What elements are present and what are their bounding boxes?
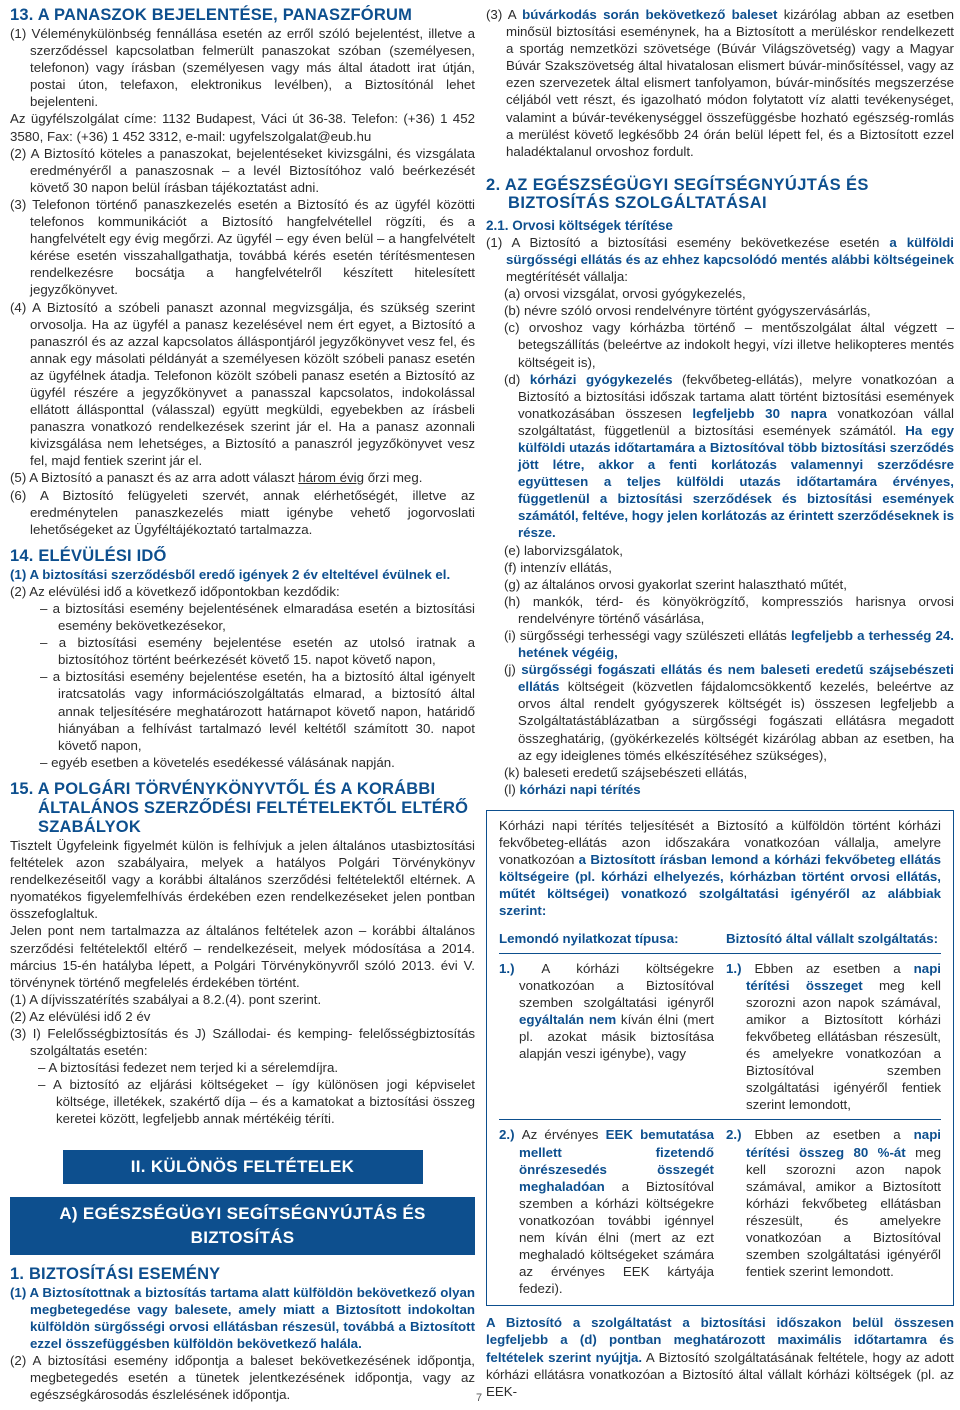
- p3-lead: (3) A: [486, 7, 523, 22]
- row2-waiver-text: Az érvényes: [521, 1127, 606, 1143]
- s13-p5-text-a: (5) A Biztosító a panaszt és az arra adott választ: [10, 470, 299, 486]
- item-d: [486, 371, 954, 542]
- p3-rest: kizárólag abban az esetben minősül biztosítási eseménynek, ha a Biztosított a merüléskor rendelkezett a sportág nemzetközi szövetsége (Búvár Világszövetség) vagy a Magyar Búvár Szakszövetség által hivatalosan elismert búvár-minősítéssel, vagy az ezen szervezetek által elismert tanfolyamon, búvár-minősítés megszerzése céljából vett részt, és igazolható módon folytatott víz alatti tevékenységet, valamint a búvár-tevékenységgel összefüggésbe hozható egészség-romlás a merülést követő legkésőbb 24 órán belül lépett fel, és a Biztosított ezzel haladéktalanul orvoshoz fordult.: [506, 7, 955, 159]
- item-k: (k) baleseti eredetű szájsebészeti ellátás,: [504, 764, 748, 780]
- s15-paragraph-2: Jelen pont nem tartalmazza az általános feltételek azon – korábbi általános szerződési feltételektől eltérő – rendelkezéseit, melyek módosítása a 2014. március 15-én hatályba lépett, a Polgári Törvénykönyvről szóló 2013. évi V. törvénynek történő megfelelés érdekében történt.: [10, 923, 475, 990]
- row1-waiver-text2: kíván élni (mert pl. azokat másik biztosítása alapján veszi igénybe), vagy: [519, 1011, 714, 1062]
- banner-health-assistance: A) EGÉSZSÉGÜGYI SEGÍTSÉGNYÚJTÁS ÉS BIZTOSÍTÁS: [10, 1197, 475, 1255]
- item-d-text2: vonatkozóan vállal szolgáltatást, függetlenül a biztosítási események számától.: [518, 405, 954, 438]
- row2-service-bold: napi térítési összeg 80 %-át: [746, 1127, 942, 1160]
- s21-p1-c: megtérítését vállalja:: [506, 269, 628, 285]
- row1-waiver-text: A kórházi költségekre vonatkozóan a Biztosítóval szemben szolgáltatási igényről: [519, 960, 714, 1010]
- item-d-bold2: Ha egy külföldi utazás időtartamára a Biztosítóval több biztosítási szerződés jött létre, akkor a fenti korlátozás valamennyi szerződésre együttesen a teljes külföldi utazás időtartamára érvényes, függetlenül a biztosítási szerződések és biztosítási események számától, feltéve, hogy jelen korlátozás az érintett szerződéseknek is része.: [518, 422, 955, 541]
- item-i-text: (i) sürgősségi terhességi vagy szülészeti ellátás: [504, 628, 791, 643]
- section-1-title: 1. BIZTOSÍTÁSI ESEMÉNY: [10, 1264, 221, 1283]
- row1-service-text2: meg kell szorozni azon napok számával, amikor a Biztosított kórházi fekvőbeteg ellátásban részesült, és amelyekre vonatkozóan a Biztosítóval szemben szolgáltatási igényéről fentiek szerint lemondott,: [746, 977, 941, 1113]
- section-13-title: 13. A PANASZOK BEJELENTÉSE, PANASZFÓRUM: [10, 6, 413, 24]
- item-i: [486, 627, 954, 661]
- box-intro-text: Kórházi napi térítés teljesítését a Biztosító a külföldön történt kórházi fekvőbeteg-ellátás azon időszakára vonatkozóan vállalja, amelyre vonatkozóan: [499, 817, 941, 868]
- item-d-lead: (d): [504, 371, 530, 387]
- final-paragraph: [486, 1314, 954, 1399]
- box-table-header: [499, 930, 941, 947]
- s15-dash-1: – A biztosítási fedezet nem terjed ki a sérelemdíjra.: [38, 1060, 339, 1076]
- item-d-text: (fekvőbeteg-ellátás), melyre vonatkozóan a Biztosító a biztosítási időszak tartama alatt történt biztosítási események vonatkozásában összesen: [518, 371, 954, 421]
- item-l-lead: (l): [504, 781, 520, 797]
- section-14-title: 14. ELÉVÜLÉSI IDŐ: [10, 546, 167, 565]
- item-j: [486, 661, 954, 764]
- s14-dash-2: – a biztosítási esemény bejelentése esetén az utolsó iratnak a biztosítóhoz történt beérkezését követő 15. napot követő napon,: [40, 635, 475, 668]
- table-divider: [499, 953, 941, 954]
- banner-special-conditions: II. KÜLÖNÖS FELTÉTELEK: [63, 1150, 423, 1184]
- s14-paragraph-2: (2) Az elévülési idő a következő időpontokban kezdődik:: [10, 583, 340, 599]
- table-row-2: [499, 1126, 941, 1297]
- box-intro: [499, 817, 941, 920]
- row2-waiver-num: 2.): [499, 1127, 522, 1143]
- table-header-waiver-type: Lemondó nyilatkozat típusa:: [499, 930, 679, 946]
- item-f: (f) intenzív ellátás,: [504, 559, 612, 575]
- row1-waiver-num: 1.): [499, 960, 542, 976]
- s13-paragraph-3: (3) Telefonon történő panaszkezelés esetén a Biztosító és az ügyfél közötti telefonos kommunikációt a Biztosító hangfelvétellel rögzíti, és a hangfelvételt egy évig megőrzi. Az ügyfél – egy éven belül – a hangfelvételt kérése esetén visszahallgathatja, továbbá kérés esetén térítésmentesen rendelkezésre bocsátja a hangfelvételről készített hitelesített jegyzőkönyvet.: [10, 196, 475, 298]
- row1-waiver: [499, 960, 714, 1114]
- item-c: (c) orvoshoz vagy kórházba történő – mentőszolgálat által végzett – betegszállítás (beleértve az indokolt hegyi, vízi illetve helikopteres mentés költségeit is),: [504, 320, 954, 370]
- item-a: (a) orvosi vizsgálat, orvosi gyógykezelés,: [504, 286, 746, 302]
- section-2-1-title: 2.1. Orvosi költségek térítése: [486, 217, 673, 233]
- s15-paragraph-1: Tisztelt Ügyfeleink figyelmét külön is felhívjuk a jelen általános utasbiztosítási feltételek azon szabályaira, melyek a hatályos Polgári Törvénykönyv rendelkezéseitől vagy a korábbi általános szerződési feltételektől eltérnek. A nyomatékos figyelemfelhívás érdekében ezen rendelkezéseket jelen pontban összefoglaltuk.: [10, 837, 475, 922]
- item-i-bold: legfeljebb a terhesség 24. hetének végéig,: [518, 628, 954, 661]
- s13-paragraph-6: (6) A Biztosító felügyeleti szervét, annak elérhetőségét, illetve az eredménytelen panaszkezelés miatt igénybe vehető jogorvoslati lehetőségeket az Ügyféltájékoztató tartalmazza.: [10, 487, 475, 537]
- row2-service: [726, 1126, 941, 1297]
- row2-waiver-text2: a Biztosítóval szemben a kórházi költségekre vonatkozóan további igénnyel nem kíván élni (mert az ezt meghaladó költségeket számára az érvényes EEK kártyája fedezi).: [519, 1178, 714, 1297]
- s1-paragraph-3: [486, 6, 954, 160]
- s21-p1-bold: a külföldi sürgősségi ellátás és az ehhez kapcsolódó mentés alábbi költségeinek: [506, 234, 954, 267]
- row1-service-text: Ebben az esetben a: [754, 960, 914, 976]
- p3-bold: búvárkodás során bekövetkező baleset: [522, 7, 778, 22]
- s13-paragraph-2: (2) A Biztosító köteles a panaszokat, bejelentéseket kivizsgálni, és vizsgálata eredményéről a panaszosnak – a levél Biztosítóhoz való beérkezését követő 30 napon belül írásban tájékoztatást adni.: [10, 145, 475, 195]
- table-divider-2: [499, 1119, 941, 1120]
- s15-list-1: (1) A díjvisszatérítés szabályai a 8.2.(4). pont szerint.: [10, 991, 322, 1007]
- left-column: [10, 6, 475, 1403]
- item-e: (e) laborvizsgálatok,: [504, 542, 623, 558]
- s13-paragraph-5: [10, 469, 475, 486]
- row2-service-text2: meg kell szorozni azon napok számával, amikor a Biztosított kórházi fekvőbeteg ellátásban részesült, és amelyekre vonatkozóan a Biztosítóval szemben szolgáltatási igényéről fentiek szerint lemondott.: [746, 1144, 941, 1280]
- s15-list-2: (2) Az elévülési idő 2 év: [10, 1008, 151, 1024]
- item-h: (h) mankók, térd- és könyökrögzítő, kompressziós harisnya orvosi rendelvényre történő vásárlása,: [504, 593, 954, 626]
- table-row-1: [499, 960, 941, 1114]
- row2-service-num: 2.): [726, 1127, 755, 1143]
- item-d-limit: legfeljebb 30 napra: [692, 405, 827, 421]
- row1-service-num: 1.): [726, 960, 755, 976]
- s1-paragraph-1: (1) A Biztosítottnak a biztosítás tartama alatt külföldön bekövetkező olyan megbetegedése vagy balesete, amely miatt a Biztosított indokoltan külföldön sürgősségi orvosi ellátásban részesül, továbbá a Biztosított ezzel összefüggésben külföldön bekövetkező halála.: [10, 1284, 475, 1351]
- final-bold: A Biztosító a szolgáltatást a biztosítási időszakon belül összesen legfeljebb a (d) pontban meghatározott maximális időtartamra és feltételek szerint nyújtja.: [486, 1315, 954, 1365]
- row1-waiver-bold: egyáltalán nem: [519, 1011, 617, 1027]
- s14-paragraph-1: (1) A biztosítási szerződésből eredő igények 2 év elteltével évülnek el.: [10, 566, 451, 582]
- final-text: A Biztosító szolgáltatásának feltétele, hogy az adott kórházi ellátásra vonatkozóan a Biztosító által vállalt kórházi költségek (pl. az EEK-: [486, 1349, 954, 1399]
- s21-paragraph-1: [486, 234, 954, 285]
- s13-p5-underlined: három évig: [298, 470, 365, 486]
- s15-dash-2: – A biztosító az eljárási költségeket – így különösen jogi képviselet költsége, illetékek, szakértő díja – és a kamatokat a biztosítási összeg keretei között, legfeljebb annak mértékéig téríti.: [38, 1077, 475, 1127]
- s14-dash-4: – egyéb esetben a követelés esedékessé válásának napján.: [40, 754, 395, 770]
- item-g: (g) az általános orvosi gyakorlat szerint halasztható műtét,: [504, 576, 847, 592]
- row1-service-bold: napi térítési összeget: [746, 960, 942, 993]
- s15-list-3: (3) I) Felelősségbiztosítás és J) Szállodai- és kemping- felelősségbiztosítás szolgáltatás esetén:: [10, 1025, 475, 1059]
- s21-p1-a: (1) A Biztosító a biztosítási esemény bekövetkezése esetén: [486, 234, 890, 250]
- item-l-bold: kórházi napi térítés: [519, 781, 641, 797]
- section-2-title: 2. AZ EGÉSZSÉGÜGYI SEGÍTSÉGNYÚJTÁS ÉS BIZTOSÍTÁS SZOLGÁLTATÁSAI: [486, 175, 869, 212]
- table-header-service: Biztosító által vállalt szolgáltatás:: [726, 930, 939, 946]
- s13-paragraph-1: (1) Véleménykülönbség fennállása esetén az erről szóló bejelentést, illetve a szerződéssel kapcsolatban felmerült panaszokat szóban (személyesen, telefonon) vagy írásban (személyesen vagy más által átadott irat útján, postai úton, telefaxon, elektronikus levélben), a Biztosítónál lehet bejelenteni.: [10, 26, 475, 110]
- item-j-text: költségeit (közvetlen fájdalomcsökkentő kezelés, beleértve az orvos által rendelt gyógyszerek költségét is) összesen legfeljebb a Szolgáltatástáblázatban a sürgősségi fogászati ellátásra megadott összeghatárig, (gyökérkezelés költségét kizárólag abban az esetben, ha az egy ideiglenes tömés elkészítéséhez szükséges),: [518, 679, 954, 763]
- hospital-daily-allowance-box: [486, 810, 954, 1306]
- row2-waiver-bold: EEK bemutatása mellett fizetendő önrészesedés összegét meghaladóan: [519, 1127, 715, 1194]
- row2-service-text: Ebben az esetben a: [754, 1127, 914, 1143]
- page-number: 7: [476, 1392, 483, 1404]
- item-b: (b) névre szóló orvosi rendelvényre történt gyógyszervásárlás,: [504, 303, 871, 319]
- item-j-lead: (j): [504, 662, 522, 678]
- item-j-bold: sürgősségi fogászati ellátás és nem baleseti eredetű szájsebészeti ellátás: [518, 662, 954, 695]
- s14-dash-1: – a biztosítási esemény bejelentésének elmaradása esetén a biztosítási esemény bekövetkezésekor,: [40, 601, 475, 634]
- s14-dash-3: – a biztosítási esemény bejelentése esetén, ha a biztosító által igényelt iratcsatolás vagy információszolgáltatás elmarad, a biztosító által annak teljesítésére meghatározott határnapot követő napon, határidő hiányában a felhívást tartalmazó levél keltétől számított 30. napot követő napon,: [40, 669, 475, 753]
- s13-paragraph-4: (4) A Biztosító a szóbeli panaszt azonnal megvizsgálja, és szükség szerint orvosolja. Ha az ügyfél a panasz kezelésével nem ért egyet, a Biztosító a panaszról és az azzal kapcsolatos álláspontjáról jegyzőkönyvet vesz fel, és annak egy másolati példányát a személyesen közölt szóbeli panasz esetén az ügyfélnek átadja. Telefonon közölt szóbeli panasz esetén a Biztosító az ügyfél részére a jegyzőkönyvet a panasszal kapcsolatos, indokolással ellátott állásponttal (válasszal) együtt megküldi, egyebekben az írásbeli panaszra vonatkozó rendelkezések szerint jár el. Ha a panasz azonnali kivizsgálása nem lehetséges, a Biztosító a panaszról jegyzőkönyvet vesz fel, majd fentiek szerint jár el.: [10, 299, 475, 469]
- item-l: [486, 781, 954, 798]
- item-d-bold: kórházi gyógykezelés: [529, 371, 673, 387]
- section-15-title: 15. A POLGÁRI TÖRVÉNYKÖNYVTŐL ÉS A KORÁBBI ÁLTALÁNOS SZERZŐDÉSI FELTÉTELEKTŐL ELTÉRŐ SZABÁLYOK: [10, 779, 469, 836]
- s13-p5-text-c: őrzi meg.: [364, 470, 423, 486]
- box-intro-bold: a Biztosított írásban lemond a kórházi fekvőbeteg ellátás költségeire (pl. kórházi elhelyezés, kórházban történt orvosi ellátás, műtét költségei) vonatkozó szolgáltatási igényéről az alábbiak szerint:: [499, 852, 941, 919]
- s13-address: Az ügyfélszolgálat címe: 1132 Budapest, Váci út 36-38. Telefon: (+36) 1 452 3580, Fax: (+36) 1 452 3312, e-mail: ugyfelszolgalat@eub.hu: [10, 111, 475, 144]
- row2-waiver: [499, 1126, 714, 1297]
- row1-service: [726, 960, 941, 1114]
- right-column: [486, 6, 954, 1400]
- s1-paragraph-2: (2) A biztosítási esemény időpontja a baleset bekövetkezésének időpontja, megbetegedés esetén a tünetek jelentkezésének időpontja, vagy az egészségkárosodás észlelésének időpontja.: [10, 1352, 475, 1403]
